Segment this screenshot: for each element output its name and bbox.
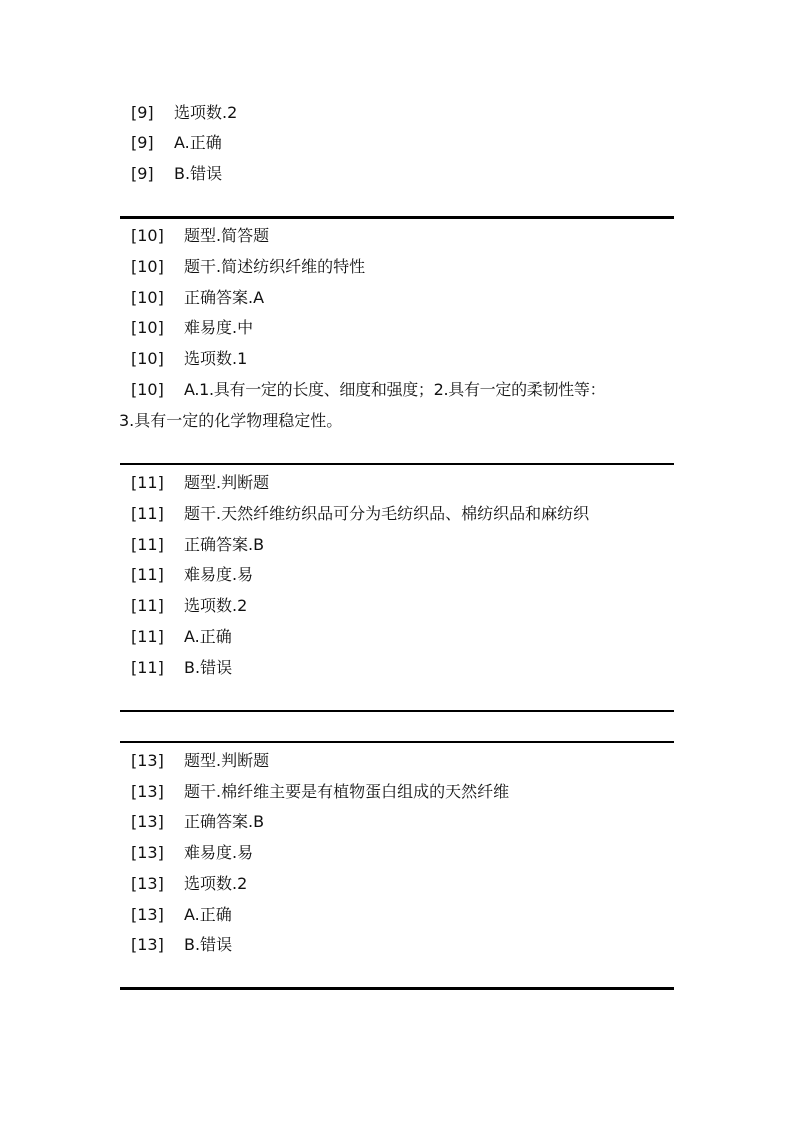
q11-line [131,565,253,585]
question-number: [10] [131,380,164,399]
q13-line [131,843,253,863]
q13-line [131,751,269,771]
section-divider [120,741,674,743]
q11-line [131,658,232,678]
option-a-continuation: 3.具有一定的化学物理稳定性。 [119,411,343,430]
question-number: [10] [131,257,164,276]
difficulty: 难易度.中 [184,318,254,337]
question-number: [11] [131,504,164,523]
q10-line [131,226,269,246]
question-stem: 题干.天然纤维纺织品可分为毛纺织品、棉纺织品和麻纺织 [184,504,590,523]
question-number: [13] [131,751,164,770]
section-divider [120,710,674,712]
q9-line [131,133,222,153]
section-divider [120,216,674,219]
q13-line [131,935,232,955]
question-type: 题型.简答题 [184,226,270,245]
question-number: [13] [131,782,164,801]
correct-answer: 正确答案.A [184,288,265,307]
question-number: [13] [131,905,164,924]
question-stem: 题干.棉纤维主要是有植物蛋白组成的天然纤维 [184,782,510,801]
question-number: [11] [131,627,164,646]
option-b: B.错误 [184,935,233,954]
question-number: [9] [131,103,154,122]
q9-line [131,103,237,123]
q13-line [131,905,232,925]
q11-line [131,627,232,647]
q13-line [131,874,247,894]
question-number: [11] [131,596,164,615]
difficulty: 难易度.易 [184,843,254,862]
option-count: 选项数.2 [184,874,248,893]
q10-line [131,380,605,400]
correct-answer: 正确答案.B [184,812,265,831]
option-a: A.1.具有一定的长度、细度和强度；2.具有一定的柔韧性等： [184,380,606,399]
question-number: [10] [131,349,164,368]
q10-line [131,349,247,369]
question-number: [9] [131,164,154,183]
q11-line [131,473,269,493]
q11-line [131,596,247,616]
question-field: A.正确 [174,133,222,152]
q10-line [131,257,365,277]
option-count: 选项数.1 [184,349,248,368]
option-b: B.错误 [184,658,233,677]
question-number: [13] [131,874,164,893]
question-number: [13] [131,812,164,831]
q10-line [131,318,253,338]
question-field: B.错误 [174,164,223,183]
question-field: 选项数.2 [174,103,238,122]
option-a: A.正确 [184,627,232,646]
question-type: 题型.判断题 [184,473,270,492]
question-number: [10] [131,318,164,337]
q13-line [131,812,264,832]
question-number: [11] [131,565,164,584]
question-number: [9] [131,133,154,152]
question-number: [11] [131,535,164,554]
question-number: [11] [131,473,164,492]
section-divider [120,463,674,465]
question-number: [10] [131,288,164,307]
option-count: 选项数.2 [184,596,248,615]
q11-line [131,504,589,524]
question-number: [11] [131,658,164,677]
question-number: [10] [131,226,164,245]
question-number: [13] [131,843,164,862]
q10-line [131,288,264,308]
option-a: A.正确 [184,905,232,924]
question-stem: 题干.简述纺织纤维的特性 [184,257,366,276]
q13-line [131,782,509,802]
section-divider [120,987,674,990]
difficulty: 难易度.易 [184,565,254,584]
question-number: [13] [131,935,164,954]
q11-line [131,535,264,555]
correct-answer: 正确答案.B [184,535,265,554]
q9-line [131,164,222,184]
question-type: 题型.判断题 [184,751,270,770]
